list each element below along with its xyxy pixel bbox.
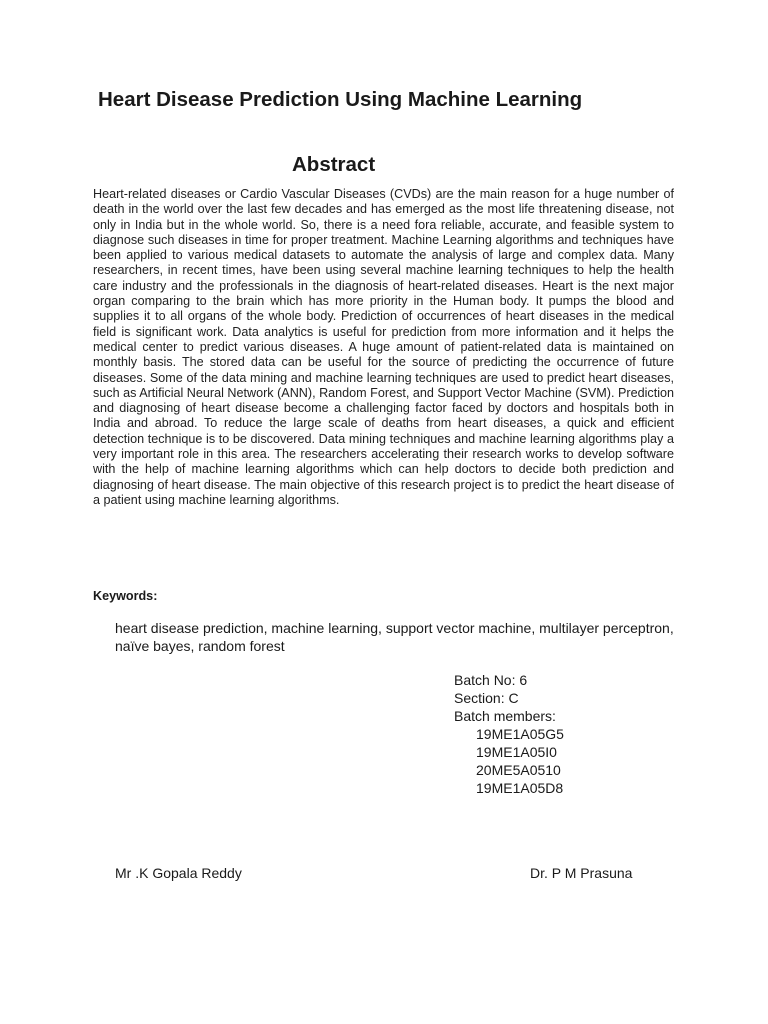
batch-member: 19ME1A05G5 <box>476 726 564 742</box>
hod-name: Dr. P M Prasuna <box>530 865 633 881</box>
batch-members-list <box>454 725 564 797</box>
batch-member: 19ME1A05I0 <box>476 744 557 760</box>
batch-members-label: Batch members: <box>454 708 556 724</box>
abstract-heading: Abstract <box>292 153 376 176</box>
abstract-text: Heart-related diseases or Cardio Vascular Diseases (CVDs) are the main reason for a huge number of death in the world over the last few decades and has emerged as the most life threatening disease, not only in India but in the whole world. So, there is a need fora reliable, accurate, and feasible system to diagnose such diseases in time for proper treatment. Machine Learning algorithms and techniques have been applied to various medical datasets to automate the analysis of large and complex data. Many researchers, in recent times, have been using several machine learning techniques to help the health care industry and the professionals in the diagnosis of heart-related diseases. Heart is the next major organ comparing to the brain which has more priority in the Human body. It pumps the blood and supplies it to all organs of the whole body. Prediction of occurrences of heart diseases in the medical field is significant work. Data analytics is useful for prediction from more information and it helps the medical center to predict various diseases. A huge amount of patient-related data is maintained on monthly basis. The stored data can be useful for the source of predicting the occurrence of future diseases. Some of the data mining and machine learning techniques are used to predict heart diseases, such as Artificial Neural Network (ANN), Random Forest, and Support Vector Machine (SVM). Prediction and diagnosing of heart disease become a challenging factor faced by doctors and hospitals both in India and abroad. To reduce the large scale of deaths from heart diseases, a quick and efficient detection technique is to be discovered. Data mining techniques and machine learning algorithms play a very important role in this area. The researchers accelerating their research works to develop software with the help of machine learning algorithms which can help doctors to decide both prediction and diagnosing of heart disease. The main objective of this research project is to predict the heart disease of a patient using machine learning algorithms. <box>93 187 674 507</box>
batch-section: Section: C <box>454 690 519 706</box>
batch-member: 20ME5A0510 <box>476 762 561 778</box>
keywords-label: Keywords: <box>93 589 158 603</box>
guide-name: Mr .K Gopala Reddy <box>115 865 242 881</box>
keywords-text: heart disease prediction, machine learning, support vector machine, multilayer perceptron, naïve bayes, random forest <box>115 620 674 654</box>
batch-member: 19ME1A05D8 <box>476 780 564 796</box>
batch-info <box>454 671 564 797</box>
batch-number: Batch No: 6 <box>454 672 528 688</box>
document-title: Heart Disease Prediction Using Machine Learning <box>98 88 583 111</box>
